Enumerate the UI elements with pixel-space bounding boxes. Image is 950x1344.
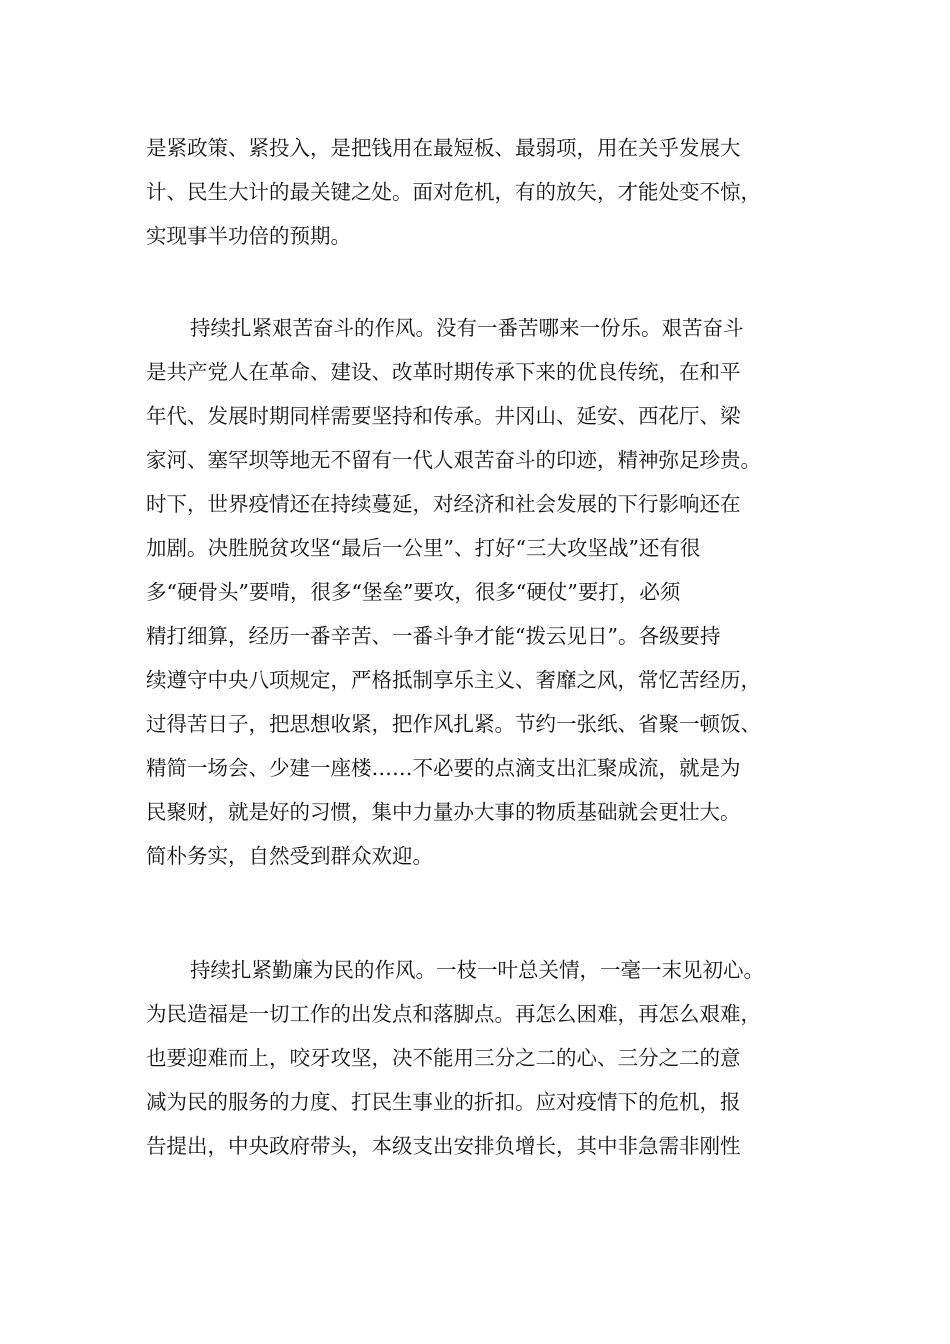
text-line: 持续扎紧艰苦奋斗的作风。没有一番苦哪来一份乐。艰苦奋斗 [190, 316, 744, 340]
text-line: 民聚财，就是好的习惯，集中力量办大事的物质基础就会更壮大。 [146, 800, 741, 824]
text-line: 实现事半功倍的预期。 [146, 224, 351, 248]
paragraph-3 [146, 948, 806, 1168]
text-line: 简朴务实，自然受到群众欢迎。 [146, 844, 433, 868]
text-line: 精简一场会、少建一座楼……不必要的点滴支出汇聚成流，就是为 [146, 756, 741, 780]
text-line: 减为民的服务的力度、打民生事业的折扣。应对疫情下的危机，报 [146, 1090, 741, 1114]
text-line: 告提出，中央政府带头，本级支出安排负增长，其中非急需非刚性 [146, 1134, 741, 1158]
text-line: 是共产党人在革命、建设、改革时期传承下来的优良传统，在和平 [146, 360, 741, 384]
paragraph-1 [146, 126, 806, 258]
text-line: 续遵守中央八项规定，严格抵制享乐主义、奢靡之风，常忆苦经历， [146, 668, 761, 692]
text-line: 是紧政策、紧投入，是把钱用在最短板、最弱项，用在关乎发展大 [146, 136, 741, 160]
text-line: 时下，世界疫情还在持续蔓延，对经济和社会发展的下行影响还在 [146, 492, 741, 516]
text-line: 家河、塞罕坝等地无不留有一代人艰苦奋斗的印迹，精神弥足珍贵。 [146, 448, 761, 472]
text-line: 计、民生大计的最关键之处。面对危机，有的放矢，才能处变不惊， [146, 180, 761, 204]
text-line: 持续扎紧勤廉为民的作风。一枝一叶总关情，一毫一末见初心。 [190, 958, 764, 982]
text-line: 年代、发展时期同样需要坚持和传承。井冈山、延安、西花厅、梁 [146, 404, 741, 428]
text-line: 为民造福是一切工作的出发点和落脚点。再怎么困难，再怎么艰难， [146, 1002, 761, 1026]
text-line: 精打细算，经历一番辛苦、一番斗争才能“拨云见日”。各级要持 [146, 624, 721, 648]
text-line: 过得苦日子，把思想收紧，把作风扎紧。节约一张纸、省聚一顿饭、 [146, 712, 761, 736]
text-line: 加剧。决胜脱贫攻坚“最后一公里”、打好“三大攻坚战”还有很 [146, 536, 701, 560]
text-line: 也要迎难而上，咬牙攻坚，决不能用三分之二的心、三分之二的意 [146, 1046, 741, 1070]
text-line: 多“硬骨头”要啃，很多“堡垒”要攻，很多“硬仗”要打，必须 [146, 580, 681, 604]
paragraph-2 [146, 306, 806, 878]
